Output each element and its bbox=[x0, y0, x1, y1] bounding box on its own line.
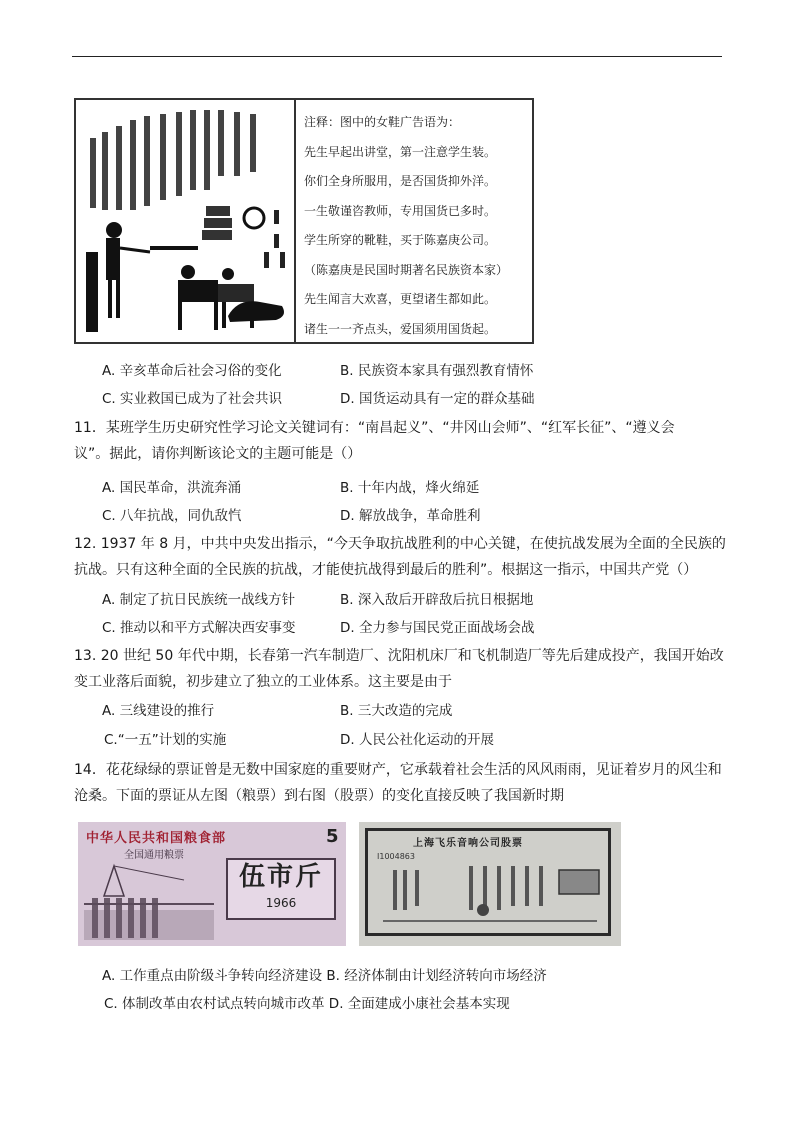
q14-stem-line2: 沧桑。下面的票证从左图（粮票）到右图（股票）的变化直接反映了我国新时期 bbox=[74, 788, 564, 804]
note-line: 先生早起出讲堂，第一注意学生装。 bbox=[304, 144, 497, 159]
note-line: 先生闻言大欢喜，更望诸生都如此。 bbox=[304, 292, 497, 306]
q14-options-cd: C. 体制改革由农村试点转向城市改革 D. 全面建成小康社会基本实现 bbox=[104, 996, 510, 1012]
grain-coupon-subtitle: 全国通用粮票 bbox=[124, 850, 184, 861]
header-rule bbox=[72, 56, 722, 57]
q12-stem-line2: 抗战。只有这种全面的全民族的抗战，才能使抗战得到最后的胜利”。根据这一指示，中国共产党（） bbox=[74, 562, 698, 578]
stock-certificate-image bbox=[359, 822, 621, 946]
q12-option-b: B. 深入敌后开辟敌后抗日根据地 bbox=[340, 592, 534, 608]
note-line: 学生所穿的靴鞋，买于陈嘉庚公司。 bbox=[304, 233, 497, 247]
q13-option-c: C.“一五”计划的实施 bbox=[104, 732, 227, 748]
figure-divider bbox=[294, 98, 296, 344]
q11-stem-line2: 议”。据此，请你判断该论文的主题可能是（） bbox=[74, 446, 362, 462]
q12-option-d: D. 全力参与国民党正面战场会战 bbox=[340, 620, 535, 636]
note-line: 诸生一一齐点头，爱国须用国货起。 bbox=[304, 321, 497, 336]
grain-coupon-amount-box bbox=[226, 858, 336, 920]
grain-coupon-image bbox=[78, 822, 346, 946]
q10-option-b: B. 民族资本家具有强烈教育情怀 bbox=[340, 363, 534, 379]
q13-option-b: B. 三大改造的完成 bbox=[340, 703, 453, 719]
note-line: 注释：图中的女鞋广告语为： bbox=[304, 115, 461, 129]
q11-option-a: A. 国民革命，洪流奔涌 bbox=[102, 480, 242, 496]
note-line: 一生敬谨咨教师，专用国货已多时。 bbox=[304, 203, 497, 218]
q10-option-d: D. 国货运动具有一定的群众基础 bbox=[340, 391, 535, 407]
grain-coupon-year: 1966 bbox=[265, 896, 297, 910]
classroom-cartoon bbox=[78, 102, 292, 340]
q12-option-a: A. 制定了抗日民族统一战线方针 bbox=[102, 592, 296, 608]
grain-coupon-header: 中华人民共和国粮食部 bbox=[86, 831, 227, 846]
stock-certificate-body-lines bbox=[373, 862, 605, 928]
q10-option-a: A. 辛亥革命后社会习俗的变化 bbox=[102, 363, 282, 379]
q11-option-b: B. 十年内战，烽火绵延 bbox=[340, 480, 480, 496]
q12-option-c: C. 推动以和平方式解决西安事变 bbox=[102, 620, 296, 636]
note-line: （陈嘉庚是民国时期著名民族资本家） bbox=[304, 262, 509, 277]
q13-stem-line1: 13. 20 世纪 50 年代中期，长春第一汽车制造厂、沈阳机床厂和飞机制造厂等先后建成投产，我国开始改 bbox=[74, 648, 724, 664]
q12-stem-line1: 12. 1937 年 8 月，中共中央发出指示，“今天争取抗战胜利的中心关键，在使抗战发展为全面的全民族的 bbox=[74, 536, 726, 552]
figure-notes bbox=[304, 108, 528, 344]
stock-certificate-header: 上海飞乐音响公司股票 bbox=[413, 838, 523, 849]
grain-coupon-amount: 伍市斤 bbox=[238, 862, 323, 892]
note-line: 你们全身所服用，是否国货抑外洋。 bbox=[304, 174, 497, 188]
q10-option-c: C. 实业救国已成为了社会共识 bbox=[102, 391, 283, 407]
q13-option-d: D. 人民公社化运动的开展 bbox=[340, 732, 494, 748]
q14-stem-line1: 14．花花绿绿的票证曾是无数中国家庭的重要财产，它承载着社会生活的风风雨雨，见证着岁月的风尘和 bbox=[74, 762, 722, 778]
q13-stem-line2: 变工业落后面貌，初步建立了独立的工业体系。这主要是由于 bbox=[74, 674, 452, 690]
dam-landscape-illustration bbox=[84, 860, 214, 940]
q11-option-c: C. 八年抗战，同仇敌忾 bbox=[102, 508, 242, 524]
q13-option-a: A. 三线建设的推行 bbox=[102, 703, 215, 719]
q11-option-d: D. 解放战争，革命胜利 bbox=[340, 508, 481, 524]
q14-options-ab: A. 工作重点由阶级斗争转向经济建设 B. 经济体制由计划经济转向市场经济 bbox=[102, 968, 547, 984]
stock-certificate-serial: I1004863 bbox=[377, 852, 415, 861]
grain-coupon-number: 5 bbox=[326, 826, 339, 847]
q11-stem-line1: 11．某班学生历史研究性学习论文关键词有：“南昌起义”、“井冈山会师”、“红军长征”、“遵义会 bbox=[74, 420, 675, 436]
